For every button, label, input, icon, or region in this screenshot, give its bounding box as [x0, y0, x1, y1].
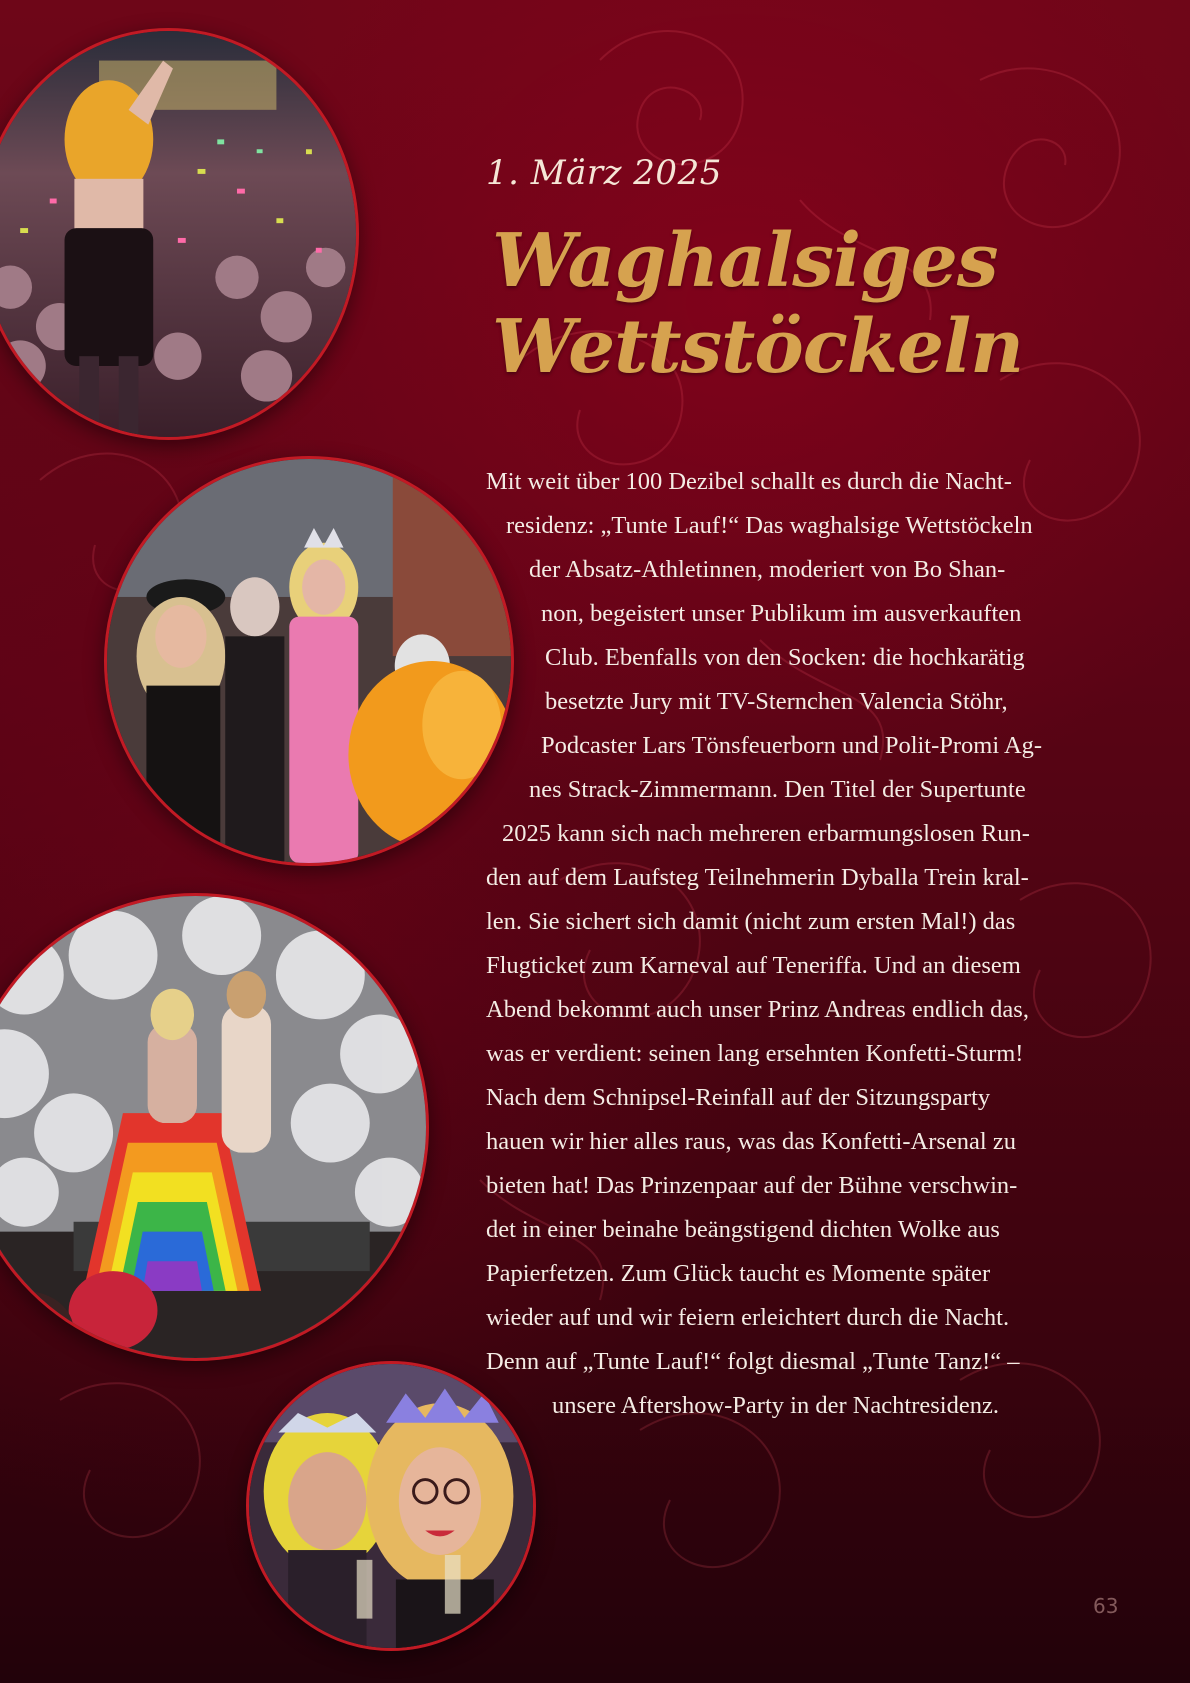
photo-confetti-storm — [0, 893, 429, 1361]
body-line: 2025 kann sich nach mehreren erbarmungslosen Run- — [502, 820, 1030, 847]
body-line: Podcaster Lars Tönsfeuerborn und Polit-Promi Ag- — [541, 732, 1043, 759]
body-line: len. Sie sichert sich damit (nicht zum ersten Mal!) das — [486, 908, 1016, 935]
body-line: der Absatz-Athletinnen, moderiert von Bo Shan- — [529, 556, 1006, 583]
body-line: wieder auf und wir feiern erleichtert durch die Nacht. — [486, 1304, 1010, 1331]
body-line: Nach dem Schnipsel-Reinfall auf der Sitzungsparty — [486, 1084, 991, 1111]
body-line: Abend bekommt auch unser Prinz Andreas endlich das, — [486, 996, 1029, 1023]
body-line: det in einer beinahe beängstigend dichten Wolke aus — [486, 1216, 1000, 1243]
body-line: was er verdient: seinen lang ersehnten Konfetti-Sturm! — [486, 1040, 1024, 1067]
body-line: Denn auf „Tunte Lauf!“ folgt diesmal „Tunte Tanz!“ – — [486, 1348, 1020, 1375]
photo-performer-confetti — [0, 28, 359, 440]
body-line: residenz: „Tunte Lauf!“ Das waghalsige Wettstöckeln — [506, 512, 1033, 539]
body-line: hauen wir hier alles raus, was das Konfetti-Arsenal zu — [486, 1128, 1016, 1155]
page-number: 63 — [1093, 1594, 1119, 1618]
body-line: Papierfetzen. Zum Glück taucht es Momente später — [486, 1260, 991, 1287]
body-line: Mit weit über 100 Dezibel schallt es durch die Nacht- — [486, 468, 1012, 495]
headline-line-2: Wettstöckeln — [492, 304, 1024, 390]
article-headline — [492, 218, 1023, 390]
body-line: bieten hat! Das Prinzenpaar auf der Bühne verschwin- — [486, 1172, 1018, 1199]
body-line: unsere Aftershow-Party in der Nachtresidenz. — [552, 1392, 999, 1419]
article-body — [486, 460, 1126, 1428]
body-line: besetzte Jury mit TV-Sternchen Valencia Stöhr, — [545, 688, 1008, 715]
body-line: non, begeistert unser Publikum im ausverkauften — [541, 600, 1022, 627]
body-line: Club. Ebenfalls von den Socken: die hochkarätig — [545, 644, 1025, 671]
article-date: 1. März 2025 — [486, 153, 722, 193]
headline-line-1: Waghalsiges — [492, 218, 998, 304]
photo-group-stage — [104, 456, 514, 866]
body-line: nes Strack-Zimmermann. Den Titel der Supertunte — [529, 776, 1026, 803]
body-line: den auf dem Laufsteg Teilnehmerin Dyballa Trein kral- — [486, 864, 1029, 891]
body-line: Flugticket zum Karneval auf Teneriffa. Und an diesem — [486, 952, 1021, 979]
